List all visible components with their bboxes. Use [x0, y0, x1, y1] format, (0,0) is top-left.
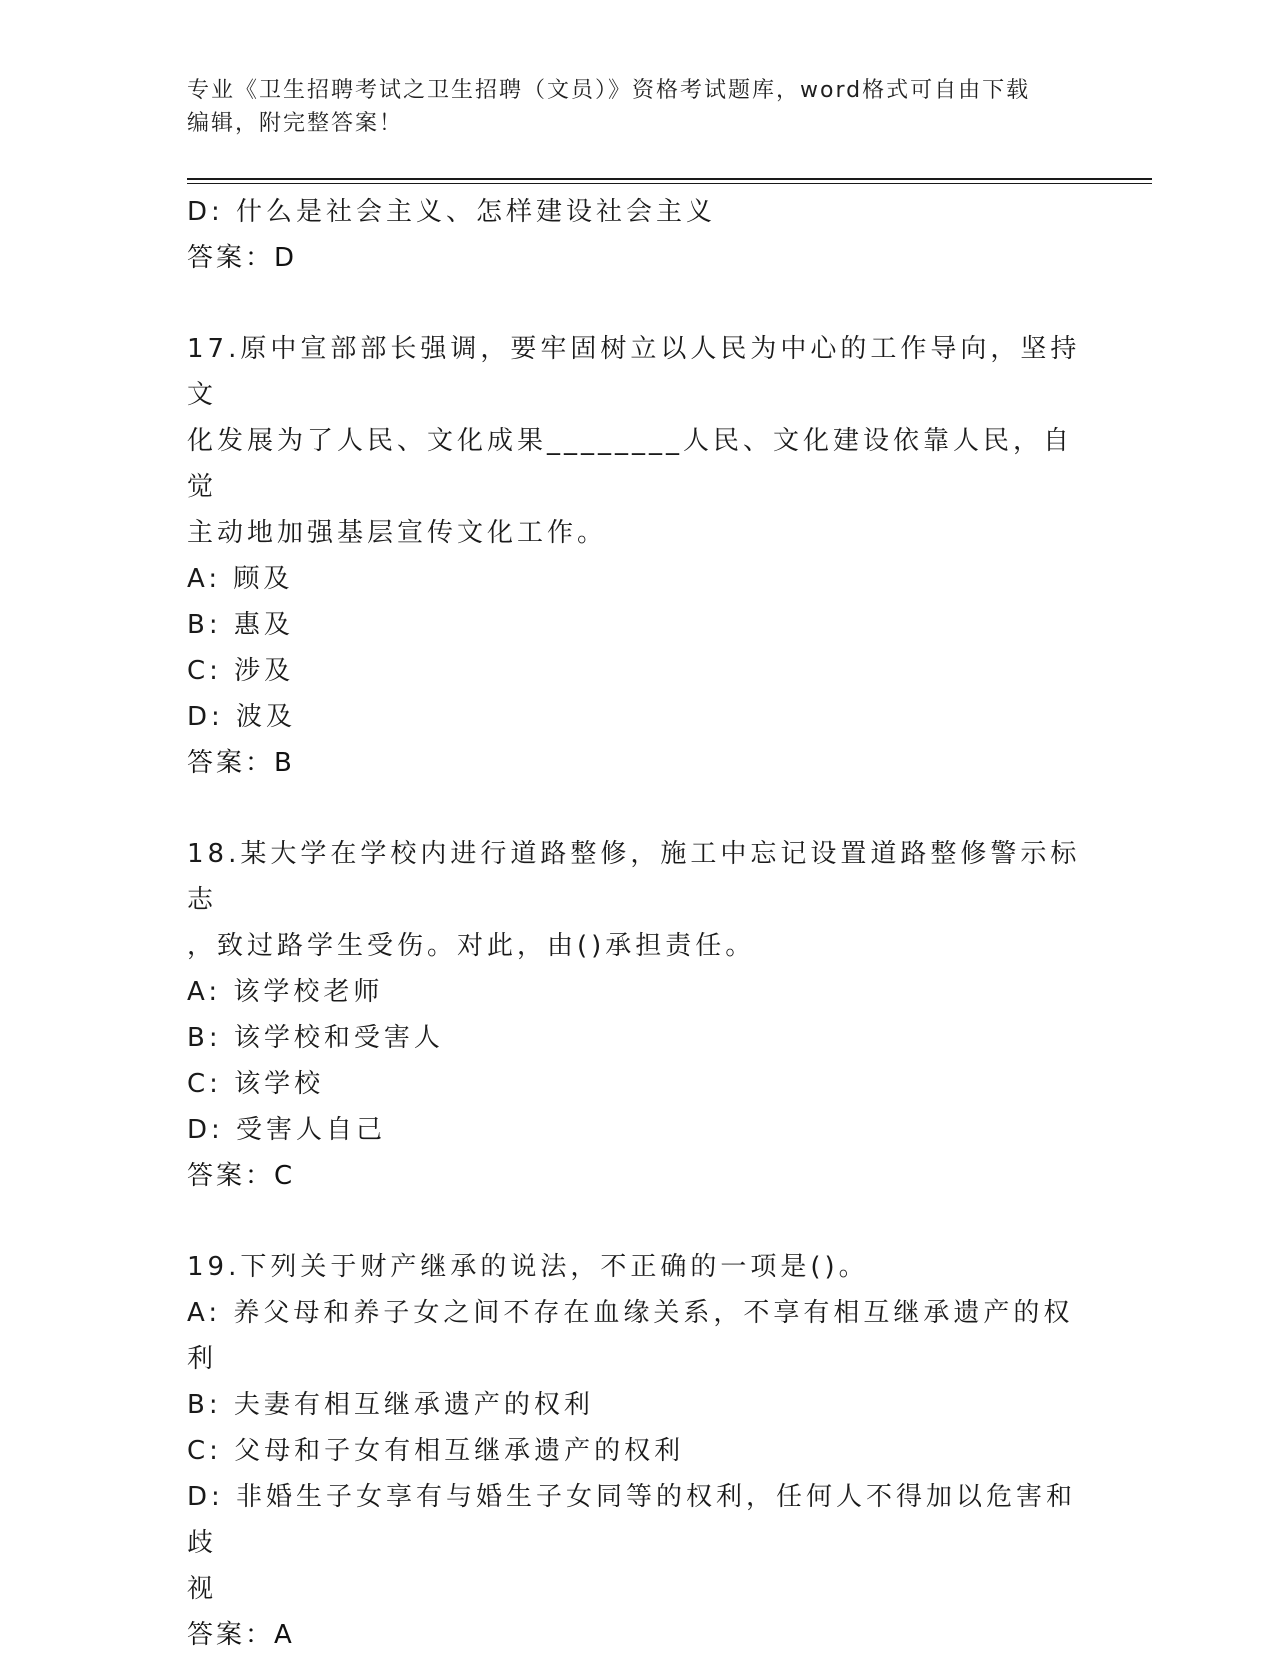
answer-line: 答案：B: [187, 748, 295, 778]
spacer: [187, 281, 1087, 326]
header-divider-thick: [187, 178, 1152, 180]
option-a: A: 顾及: [187, 564, 294, 594]
option-b: B: 惠及: [187, 610, 294, 640]
option-c: C: 父母和子女有相互继承遗产的权利: [187, 1436, 685, 1466]
header-line-1: 专业《卫生招聘考试之卫生招聘（文员）》资格考试题库，word格式可自由下载: [187, 78, 1031, 103]
option-d: D: 非婚生子女享有与婚生子女同等的权利，任何人不得加以危害和歧: [187, 1482, 1077, 1558]
option-c: C: 该学校: [187, 1069, 325, 1099]
option-b: B: 该学校和受害人: [187, 1023, 444, 1053]
question-stem-line: 17.原中宣部部长强调，要牢固树立以人民为中心的工作导向，坚持文: [187, 334, 1081, 410]
option-d: D: 受害人自己: [187, 1115, 387, 1145]
spacer: [187, 786, 1087, 831]
header-line-2: 编辑，附完整答案！: [187, 111, 404, 136]
question-stem-line: 18.某大学在学校内进行道路整修，施工中忘记设置道路整修警示标志: [187, 839, 1081, 915]
answer-line: 答案：D: [187, 243, 298, 273]
answer-line: 答案：C: [187, 1161, 296, 1191]
option-d-continuation: 视: [187, 1574, 218, 1604]
question-stem-line: 19.下列关于财产继承的说法，不正确的一项是()。: [187, 1252, 869, 1282]
option-a: A: 养父母和养子女之间不存在血缘关系，不享有相互继承遗产的权利: [187, 1298, 1074, 1374]
question-stem-line: ，致过路学生受伤。对此，由()承担责任。: [187, 931, 756, 961]
option-b: B: 夫妻有相互继承遗产的权利: [187, 1390, 594, 1420]
question-17: [187, 326, 1087, 786]
option-d: D: 波及: [187, 702, 297, 732]
option-a: A: 该学校老师: [187, 977, 384, 1007]
spacer: [187, 1199, 1087, 1244]
answer-line: 答案：A: [187, 1620, 295, 1650]
question-list: [187, 189, 1087, 1658]
question-stem-line: 主动地加强基层宣传文化工作。: [187, 518, 608, 548]
question-18: [187, 831, 1087, 1199]
page-header: [187, 74, 1067, 140]
option-c: C: 涉及: [187, 656, 295, 686]
question-stem-line: 化发展为了人民、文化成果________人民、文化建设依靠人民，自觉: [187, 426, 1074, 502]
option-d: D: 什么是社会主义、怎样建设社会主义: [187, 197, 717, 227]
header-divider-thin: [187, 183, 1152, 184]
question-19: [187, 1244, 1087, 1658]
